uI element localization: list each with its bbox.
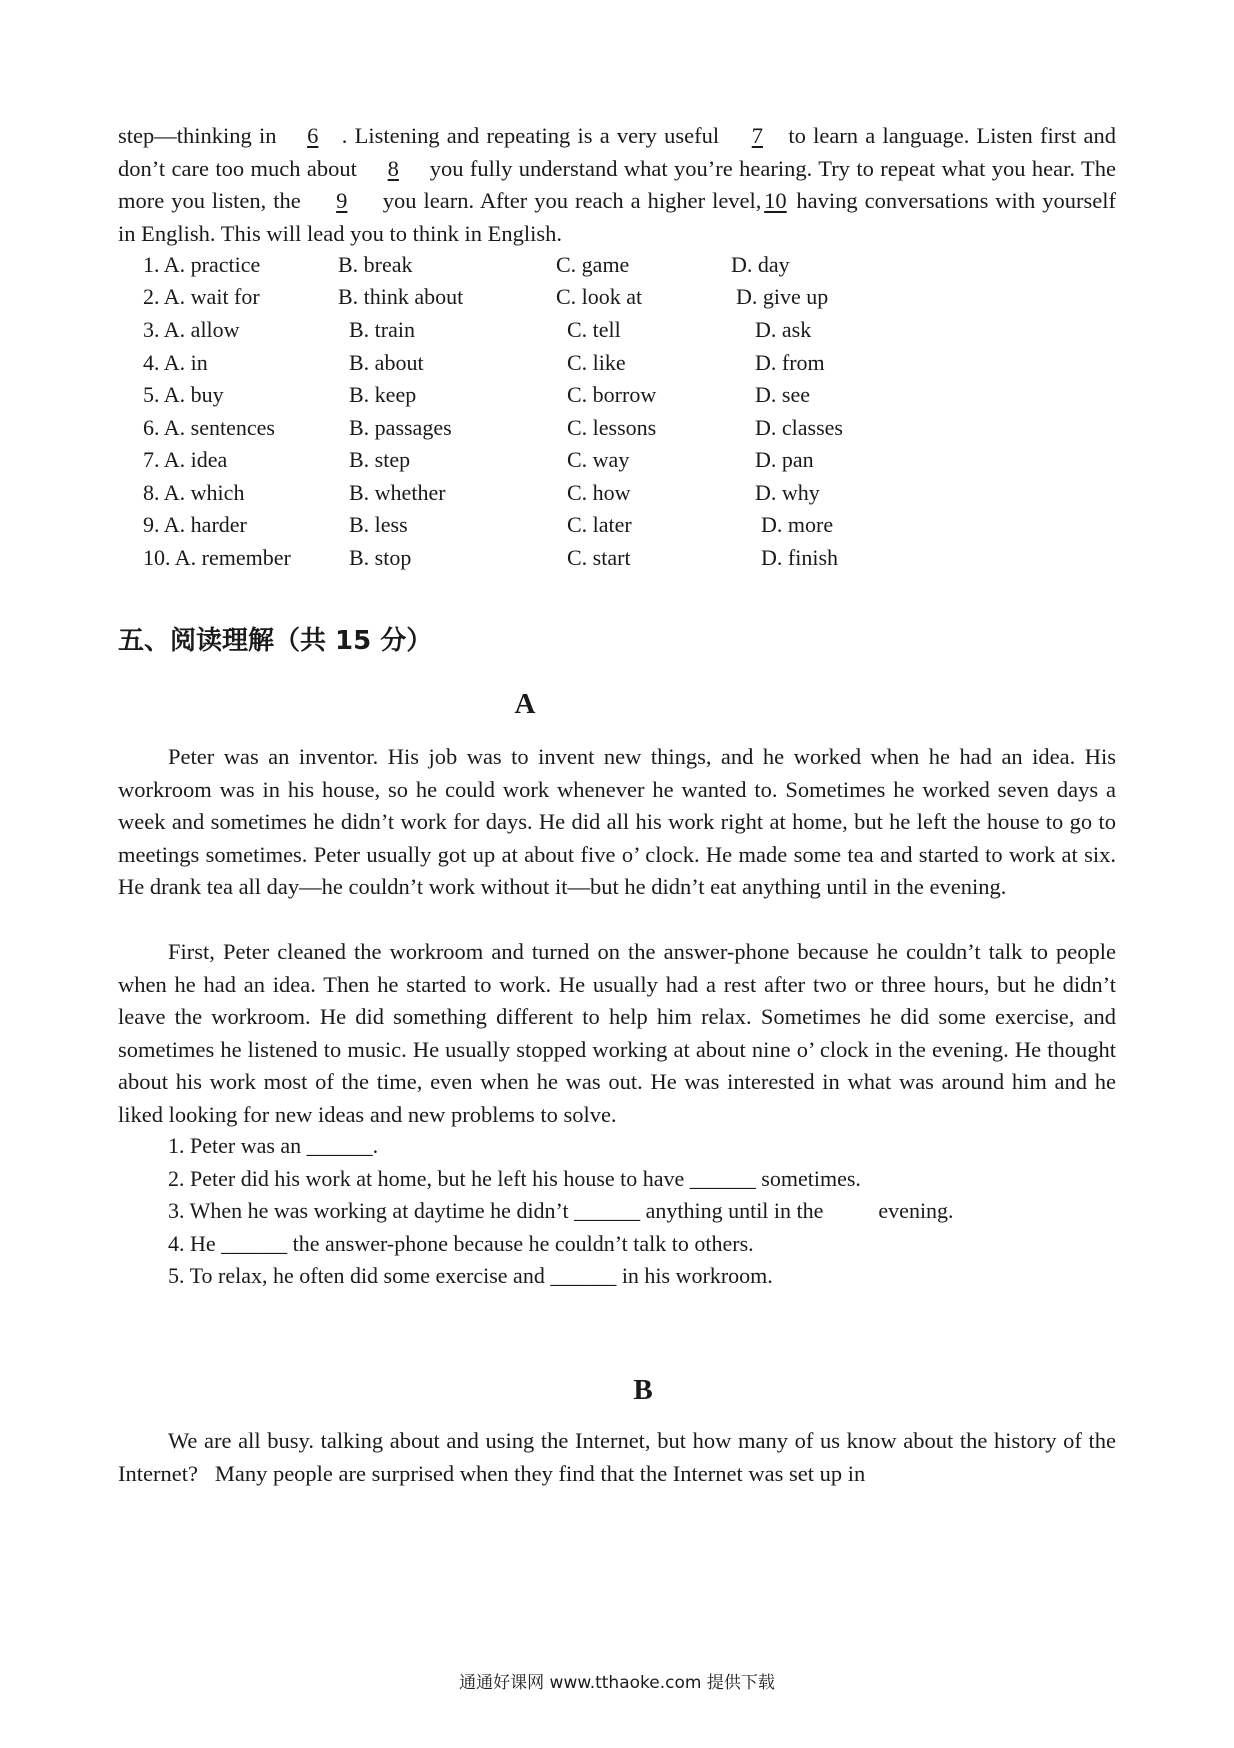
option-c: C. lessons bbox=[567, 415, 657, 440]
question-5: 5. To relax, he often did some exercise and ______ in his workroom. bbox=[168, 1263, 773, 1288]
option-row bbox=[143, 480, 943, 512]
option-c: C. like bbox=[567, 350, 626, 375]
option-a: 3. A. allow bbox=[143, 317, 240, 342]
option-b: B. stop bbox=[349, 545, 412, 570]
option-c: C. game bbox=[556, 252, 630, 277]
cloze-text: step—thinking in bbox=[118, 123, 284, 148]
option-c: C. way bbox=[567, 447, 630, 472]
option-c: C. how bbox=[567, 480, 631, 505]
option-d: D. ask bbox=[755, 317, 812, 342]
option-a: 1. A. practice bbox=[143, 252, 261, 277]
option-d: D. see bbox=[755, 382, 810, 407]
blank-10: 10 bbox=[764, 188, 787, 214]
option-b: B. whether bbox=[349, 480, 446, 505]
blank-7: 7 bbox=[751, 123, 763, 148]
option-row bbox=[143, 415, 943, 447]
option-row bbox=[143, 350, 943, 382]
option-a: 8. A. which bbox=[143, 480, 245, 505]
option-row bbox=[143, 382, 943, 414]
passage-a-paragraph-1: Peter was an inventor. His job was to invent new things, and he worked when he had an idea. His workroom was in his house, so he could work whenever he wanted to. Sometimes he worked seven days a week and sometimes he didn’t work for days. He did all his work right at home, but he left the house to go to meetings sometimes. Peter usually got up at about five o’ clock. He made some tea and started to work at six. He drank tea all day—he couldn’t work without it—but he didn’t eat anything until in the evening. bbox=[118, 744, 1116, 900]
option-b: B. passages bbox=[349, 415, 452, 440]
option-d: D. from bbox=[755, 350, 825, 375]
passage-b-heading: B bbox=[633, 1374, 653, 1406]
option-a: 10. A. remember bbox=[143, 545, 291, 570]
option-d: D. day bbox=[731, 252, 790, 277]
section-title: 五、阅读理解（共 15 分） bbox=[118, 626, 433, 656]
question-3: 3. When he was working at daytime he didn’t ______ anything until in the evening. bbox=[168, 1198, 954, 1223]
cloze-text: you fully understand what you’re hearing. Try to repeat what you hear. The more you listen, the bbox=[118, 155, 1116, 214]
question-1: 1. Peter was an ______. bbox=[168, 1133, 379, 1158]
option-a: 7. A. idea bbox=[143, 447, 228, 472]
question-4: 4. He ______ the answer-phone because he couldn’t talk to others. bbox=[168, 1231, 754, 1256]
cloze-text: . Listening and repeating is a very useful bbox=[341, 123, 727, 148]
option-d: D. finish bbox=[761, 545, 838, 570]
option-row bbox=[143, 512, 943, 544]
option-b: B. less bbox=[349, 512, 408, 537]
cloze-text: you learn. After you reach a higher level, bbox=[382, 188, 762, 214]
option-c: C. look at bbox=[556, 284, 643, 309]
option-d: D. why bbox=[755, 480, 820, 505]
passage-a-paragraph-2: First, Peter cleaned the workroom and turned on the answer-phone because he couldn’t talk to people when he had an idea. Then he started to work. He usually had a rest after two or three hours, but he didn’t leave the workroom. He did something different to help him relax. Sometimes he did some exercise, and sometimes he listened to music. He usually stopped working at about nine o’ clock in the evening. He thought about his work most of the time, even when he was out. He was interested in what was around him and he liked looking for new ideas and new problems to solve. bbox=[118, 939, 1116, 1127]
question-2: 2. Peter did his work at home, but he left his house to have ______ sometimes. bbox=[168, 1166, 861, 1191]
option-c: C. borrow bbox=[567, 382, 657, 407]
cloze-paragraph bbox=[118, 120, 1116, 250]
option-b: B. keep bbox=[349, 382, 417, 407]
option-a: 6. A. sentences bbox=[143, 415, 275, 440]
option-a: 9. A. harder bbox=[143, 512, 247, 537]
option-c: C. later bbox=[567, 512, 632, 537]
passage-a-heading: A bbox=[514, 688, 536, 720]
option-d: D. give up bbox=[736, 284, 829, 309]
option-d: D. more bbox=[761, 512, 834, 537]
option-a: 4. A. in bbox=[143, 350, 208, 375]
option-row bbox=[143, 447, 943, 479]
option-row bbox=[143, 545, 943, 577]
blank-6: 6 bbox=[307, 123, 319, 148]
option-c: C. start bbox=[567, 545, 631, 570]
cloze-text: having conversations with yourself in English. This will lead you to think in English. bbox=[118, 188, 1117, 246]
blank-9: 9 bbox=[336, 188, 348, 214]
option-row bbox=[143, 317, 943, 349]
option-a: 2. A. wait for bbox=[143, 284, 260, 309]
option-b: B. train bbox=[349, 317, 415, 342]
blank-8: 8 bbox=[387, 155, 399, 181]
option-d: D. pan bbox=[755, 447, 814, 472]
passage-b-paragraph-1: We are all busy. talking about and using the Internet, but how many of us know about the history of the Internet? Many people are surprised when they find that the Internet was set up in bbox=[118, 1428, 1122, 1486]
option-row bbox=[143, 284, 943, 316]
footer-credit: 通通好课网 www.tthaoke.com 提供下载 bbox=[459, 1673, 775, 1693]
option-c: C. tell bbox=[567, 317, 621, 342]
option-b: B. step bbox=[349, 447, 411, 472]
option-b: B. about bbox=[349, 350, 424, 375]
option-row bbox=[143, 252, 943, 284]
cloze-text: to learn a language. Listen first and don’t care too much about bbox=[118, 123, 1116, 181]
option-d: D. classes bbox=[755, 415, 843, 440]
option-a: 5. A. buy bbox=[143, 382, 224, 407]
option-b: B. break bbox=[338, 252, 413, 277]
option-b: B. think about bbox=[338, 284, 464, 309]
